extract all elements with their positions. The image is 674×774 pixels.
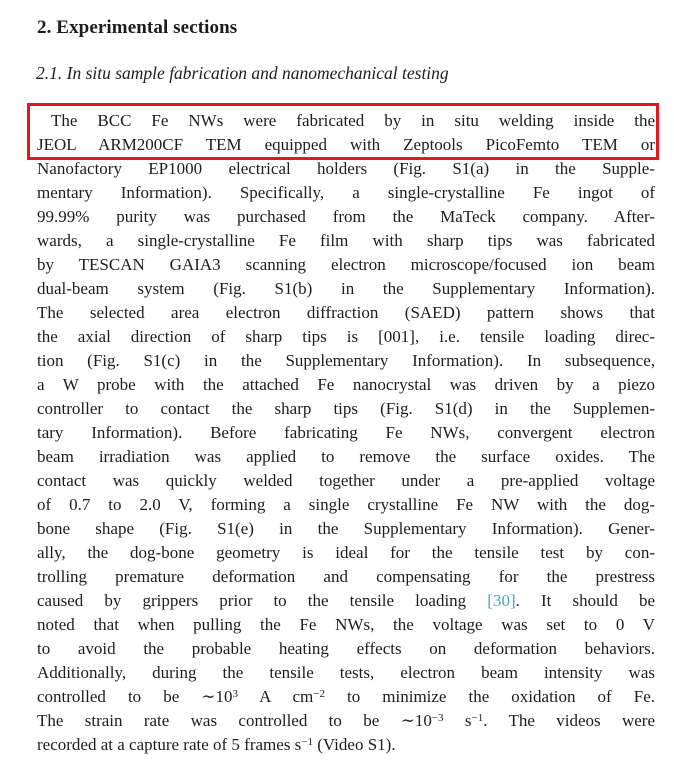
- text-run: controller to contact the sharp tips (Fig. S1(d) in the Supplemen-: [37, 399, 655, 418]
- paragraph-line: [37, 277, 655, 301]
- paragraph-line: [37, 637, 655, 661]
- text-run: beam irradiation was applied to remove the surface oxides. The: [37, 447, 655, 466]
- paragraph-line: [37, 613, 655, 637]
- text-run: a W probe with the attached Fe nanocrystal was driven by a piezo: [37, 375, 655, 394]
- text-run: tion (Fig. S1(c) in the Supplementary Information). In subsequence,: [37, 351, 655, 370]
- paragraph-line: [37, 541, 655, 565]
- text-run: of 0.7 to 2.0 V, forming a single crystalline Fe NW with the dog-: [37, 495, 655, 514]
- superscript-text: 3: [232, 687, 239, 700]
- subsection-heading: 2.1. In situ sample fabrication and nanomechanical testing: [36, 63, 449, 83]
- superscript-text: −1: [471, 711, 484, 724]
- paragraph-line: [37, 445, 655, 469]
- text-run: (Video S1).: [313, 735, 396, 754]
- text-run: tary Information). Before fabricating Fe NWs, convergent electron: [37, 423, 655, 442]
- text-run: to avoid the probable heating effects on deformation behaviors.: [37, 639, 655, 658]
- text-run: Nanofactory EP1000 electrical holders (Fig. S1(a) in the Supple-: [37, 159, 655, 178]
- text-run: . It should be: [515, 591, 655, 610]
- text-run: mentary Information). Specifically, a single-crystalline Fe ingot of: [37, 183, 655, 202]
- paragraph-line: [37, 181, 655, 205]
- paragraph-line: [37, 589, 655, 613]
- text-run: the axial direction of sharp tips is [001], i.e. tensile loading direc-: [37, 327, 655, 346]
- text-run: JEOL ARM200CF TEM equipped with Zeptools PicoFemto TEM or: [37, 135, 655, 154]
- text-run: recorded at a capture rate of 5 frames s: [37, 735, 302, 754]
- text-run: s: [443, 711, 472, 730]
- paragraph-line: [37, 469, 655, 493]
- text-run: dual-beam system (Fig. S1(b) in the Supplementary Information).: [37, 279, 655, 298]
- paragraph-line: [37, 157, 655, 181]
- text-run: 99.99% purity was purchased from the MaTeck company. After-: [37, 207, 655, 226]
- superscript-text: −2: [313, 687, 325, 700]
- text-run: bone shape (Fig. S1(e) in the Supplementary Information). Gener-: [37, 519, 655, 538]
- citation-link[interactable]: [30]: [487, 591, 516, 610]
- text-run: controlled to be ∼10: [37, 687, 233, 706]
- paragraph-line: [37, 349, 655, 373]
- paragraph-line: [37, 301, 655, 325]
- paragraph-line: [37, 421, 655, 445]
- paragraph-line: [37, 253, 655, 277]
- paragraph-line: [37, 517, 655, 541]
- superscript-text: −3: [431, 711, 444, 724]
- text-run: by TESCAN GAIA3 scanning electron microscope/focused ion beam: [37, 255, 655, 274]
- paragraph-line: [37, 733, 655, 757]
- text-run: The strain rate was controlled to be ∼10: [37, 711, 432, 730]
- text-run: contact was quickly welded together under a pre-applied voltage: [37, 471, 655, 490]
- paragraph-line: [37, 685, 655, 709]
- text-run: The selected area electron diffraction (SAED) pattern shows that: [37, 303, 655, 322]
- paragraph-line: [37, 661, 655, 685]
- paragraph-body: [37, 109, 655, 757]
- text-run: noted that when pulling the Fe NWs, the voltage was set to 0 V: [37, 615, 655, 634]
- paragraph-line: [37, 397, 655, 421]
- text-run: ally, the dog-bone geometry is ideal for the tensile test by con-: [37, 543, 655, 562]
- text-run: Additionally, during the tensile tests, electron beam intensity was: [37, 663, 655, 682]
- text-run: caused by grippers prior to the tensile loading: [37, 591, 488, 610]
- text-run: trolling premature deformation and compensating for the prestress: [37, 567, 655, 586]
- paragraph-line: [37, 565, 655, 589]
- paragraph-line: [37, 229, 655, 253]
- text-run: The BCC Fe NWs were fabricated by in situ welding inside the: [51, 111, 655, 130]
- paragraph-line: [37, 325, 655, 349]
- superscript-text: −1: [301, 735, 314, 748]
- paragraph-line: [37, 373, 655, 397]
- text-run: A cm: [238, 687, 314, 706]
- text-run: wards, a single-crystalline Fe film with sharp tips was fabricated: [37, 231, 655, 250]
- text-run: . The videos were: [483, 711, 656, 730]
- paragraph-line: [37, 133, 655, 157]
- paragraph-line: [37, 109, 655, 133]
- paragraph-line: [37, 205, 655, 229]
- text-run: to minimize the oxidation of Fe.: [324, 687, 655, 706]
- paragraph-line: [37, 493, 655, 517]
- paragraph-line: [37, 709, 655, 733]
- section-heading: 2. Experimental sections: [37, 17, 238, 38]
